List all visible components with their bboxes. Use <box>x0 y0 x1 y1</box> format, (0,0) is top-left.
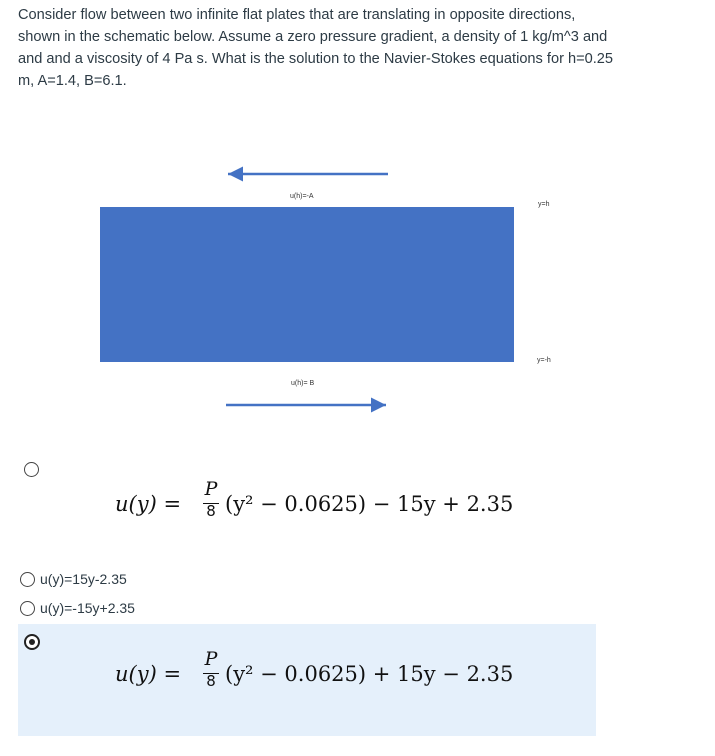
bottom-velocity-label: u(h)= B <box>291 380 315 387</box>
fraction-numerator: P <box>204 648 218 670</box>
fraction-numerator: P <box>204 478 218 500</box>
option-2-radio[interactable] <box>20 572 35 587</box>
equation-fraction <box>201 478 221 528</box>
fraction-denominator: 8 <box>206 502 216 520</box>
equation-fraction <box>201 648 221 698</box>
option-1-equation <box>115 478 535 528</box>
option-4-equation <box>115 648 535 698</box>
option-3-label[interactable]: u(y)=-15y+2.35 <box>40 600 135 616</box>
question-text: Consider flow between two infinite flat plates that are translating in opposite directions, shown in the schematic below. Assume a zero pressure gradient, a density of 1 kg/m^3 and and and a viscosity of 4 Pa s. What is the solution to the Navier-Stokes equations for h=0.25 m, A=1.4, B=6.1. <box>18 7 614 89</box>
equation-rhs: (y² − 0.0625) + 15y − 2.35 <box>225 662 514 686</box>
equation-lhs: u(y) = <box>115 662 182 686</box>
option-1-radio[interactable] <box>24 462 39 477</box>
top-wall-label: y=h <box>538 201 550 208</box>
top-velocity-label: u(h)=-A <box>290 193 314 200</box>
fluid-region <box>100 207 514 362</box>
equation-rhs: (y² − 0.0625) − 15y + 2.35 <box>225 492 514 516</box>
bottom-wall-label: y=-h <box>537 357 551 364</box>
option-3-radio[interactable] <box>20 601 35 616</box>
option-4-radio[interactable] <box>24 634 40 650</box>
equation-lhs: u(y) = <box>115 492 182 516</box>
option-2-label[interactable]: u(y)=15y-2.35 <box>40 571 127 587</box>
fraction-denominator: 8 <box>206 672 216 690</box>
